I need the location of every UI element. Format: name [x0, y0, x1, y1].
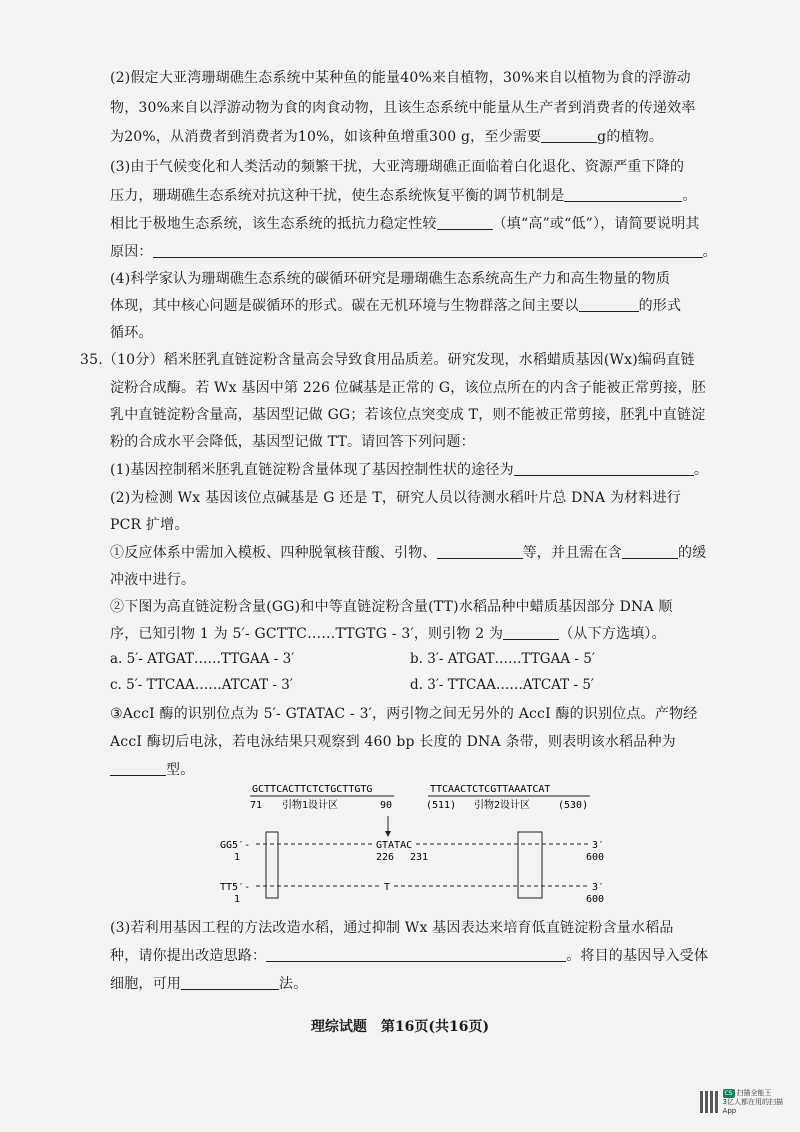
page-footer: 理综试题 第16页(共16页) — [310, 1019, 490, 1035]
q35-2-sub3-line2: AccI 酶切后电泳，若电泳结果只观察到 460 bp 长度的 DNA 条带，则表明该水稻品种为 — [110, 734, 676, 750]
q34-4-line3: 循环。 — [110, 325, 153, 341]
answer-blank[interactable] — [503, 625, 559, 640]
text: ①反应体系中需加入模板、四种脱氧核苷酸、引物、 — [110, 545, 437, 561]
q35-2-sub2-line1: ②下图为高直链淀粉含量(GG)和中等直链淀粉含量(TT)水稻品种中蜡质基因部分 DNA 顺 — [110, 599, 673, 615]
text: 。将目的基因导入受体 — [566, 948, 709, 964]
text: 。 — [682, 188, 697, 204]
answer-blank[interactable] — [266, 947, 566, 962]
tt-end-pos: 600 — [586, 894, 605, 905]
tt-strand-label: TT5′- — [220, 882, 251, 893]
q35-2-sub3-line1: ③AccI 酶的识别位点为 5′- GTATAC - 3′，两引物之间无另外的 AccI 酶的识别位点。产物经 — [110, 706, 698, 722]
answer-blank[interactable] — [437, 544, 523, 559]
q35-2-sub2-line2 — [110, 624, 720, 644]
answer-blank[interactable] — [622, 544, 678, 559]
q35-2-line1: (2)为检测 Wx 基因该位点碱基是 G 还是 T，研究人员以待测水稻叶片总 DNA 为材料进行 — [110, 490, 681, 506]
pos-226: 226 — [376, 852, 395, 863]
text: 的形式 — [638, 298, 682, 314]
q34-2-line3 — [110, 127, 720, 147]
gg-end-pos: 600 — [586, 852, 605, 863]
primer2-region-box — [518, 832, 542, 898]
watermark-tagline: 3亿人都在用的扫描App — [722, 1097, 783, 1115]
gg-start-pos: 1 — [234, 852, 241, 863]
cs-logo-icon: CS — [724, 1089, 733, 1097]
text: 等，并且需在含 — [522, 545, 623, 561]
dna-sequence-diagram — [220, 780, 620, 910]
q34-4-line1: (4)科学家认为珊瑚礁生态系统的碳循环研究是珊瑚礁生态系统高生产力和高生物量的物质 — [110, 271, 671, 287]
gg-strand-label: GG5′- — [220, 840, 251, 851]
tt-site-base: T — [384, 882, 391, 893]
pos-231: 231 — [410, 852, 429, 863]
primer2-sequence: TTCAACTCTCGTTAAATCAT — [430, 784, 551, 795]
text: 的缓 — [678, 545, 707, 561]
answer-blank[interactable] — [153, 243, 703, 258]
q34-3-line3 — [110, 214, 720, 234]
q35-1-line — [110, 460, 720, 480]
watermark-name: 扫描全能王 — [736, 1088, 772, 1097]
q35-2-sub1-line2: 冲液中进行。 — [110, 572, 196, 588]
answer-blank[interactable] — [541, 128, 597, 143]
answer-blank[interactable] — [181, 975, 279, 990]
answer-blank[interactable] — [514, 461, 694, 476]
qr-code-icon — [700, 1091, 719, 1113]
q34-2-line2: 物，30%来自以浮游动物为食的肉食动物，且该生态系统中能量从生产者到消费者的传递效率 — [110, 100, 696, 116]
arrow-head-icon — [385, 831, 391, 837]
text: （填“高”或“低”），请简要说明其 — [492, 216, 700, 232]
text: g的植物。 — [597, 129, 664, 145]
text: 相比于极地生态系统，该生态系统的抵抗力稳定性较 — [110, 216, 437, 232]
region2-label: 引物2设计区 — [474, 800, 531, 811]
text: 细胞，可用 — [110, 976, 181, 992]
answer-blank[interactable] — [437, 215, 493, 230]
q34-2-line1: (2)假定大亚湾珊瑚礁生态系统中某种鱼的能量40%来自植物，30%来自以植物为食的浮游动 — [110, 70, 691, 86]
q35-3-line2 — [110, 946, 720, 966]
text: 原因： — [110, 244, 153, 260]
option-b[interactable]: b. 3′- ATGAT……TTGAA - 5′ — [410, 651, 595, 667]
text: 。 — [702, 244, 717, 260]
pos-71: 71 — [250, 800, 263, 811]
tt-3prime: 3′ — [592, 882, 605, 893]
region1-label: 引物1设计区 — [282, 800, 339, 811]
answer-blank[interactable] — [579, 297, 639, 312]
option-a[interactable]: a. 5′- ATGAT……TTGAA - 3′ — [110, 651, 295, 667]
primer1-sequence: GCTTCACTTCTCTGCTTGTG — [252, 784, 373, 795]
answer-blank[interactable] — [564, 187, 682, 202]
gg-3prime: 3′ — [592, 840, 605, 851]
q34-4-line2 — [110, 296, 720, 316]
q35-stem-line2: 淀粉合成酶。若 Wx 基因中第 226 位碱基是正常的 G，该位点所在的内含子能被正常剪接，胚 — [110, 380, 706, 396]
text: 体现，其中核心问题是碳循环的形式。碳在无机环境与生物群落之间主要以 — [110, 298, 579, 314]
pos-530: (530) — [558, 800, 589, 811]
q34-3-line2 — [110, 186, 720, 206]
text: （从下方选填）。 — [559, 626, 666, 642]
text: 种，请你提出改造思路： — [110, 948, 267, 964]
q35-stem-line4: 粉的合成水平会降低，基因型记做 TT。请回答下列问题： — [110, 434, 475, 450]
q35-2-sub3-line3 — [110, 760, 720, 780]
q35-3-line1: (3)若利用基因工程的方法改造水稻，通过抑制 Wx 基因表达来培育低直链淀粉含量水稻品 — [110, 920, 674, 936]
pos-90: 90 — [380, 800, 393, 811]
q35-stem-line1: 35.（10分）稻米胚乳直链淀粉含量高会导致食用品质差。研究发现，水稻蜡质基因(Wx)编码直链 — [80, 352, 695, 368]
text: 型。 — [166, 762, 195, 778]
text: 为20%，从消费者到消费者为10%，如该种鱼增重300 g，至少需要 — [110, 129, 542, 145]
q34-3-line1: (3)由于气候变化和人类活动的频繁干扰，大亚湾珊瑚礁正面临着白化退化、资源严重下降的 — [110, 159, 685, 175]
q35-3-line3 — [110, 974, 720, 994]
q34-3-line4 — [110, 242, 720, 262]
text: 序，已知引物 1 为 5′- GCTTC……TTGTG - 3′，则引物 2 为 — [110, 626, 504, 642]
answer-blank[interactable] — [110, 761, 166, 776]
pos-511: (511) — [426, 800, 457, 811]
option-c[interactable]: c. 5′- TTCAA……ATCAT - 3′ — [110, 677, 293, 693]
tt-start-pos: 1 — [234, 894, 241, 905]
text: 。 — [693, 462, 709, 478]
text: 法。 — [279, 976, 308, 992]
option-d[interactable]: d. 3′- TTCAA……ATCAT - 5′ — [410, 677, 594, 693]
scanner-watermark — [700, 1088, 785, 1116]
q35-2-line2: PCR 扩增。 — [110, 517, 189, 533]
q35-stem-line3: 乳中直链淀粉含量高，基因型记做 GG；若该位点突变成 T，则不能被正常剪接，胚乳中直链淀 — [110, 407, 706, 423]
watermark-text — [723, 1089, 785, 1116]
q35-2-sub1-line1 — [110, 543, 720, 563]
accI-site-seq: GTATAC — [376, 840, 413, 851]
text: 压力，珊瑚礁生态系统对抗这种干扰，使生态系统恢复平衡的调节机制是 — [110, 188, 565, 204]
text: (1)基因控制稻米胚乳直链淀粉含量体现了基因控制性状的途径为 — [110, 462, 514, 478]
primer1-region-box — [266, 832, 278, 898]
